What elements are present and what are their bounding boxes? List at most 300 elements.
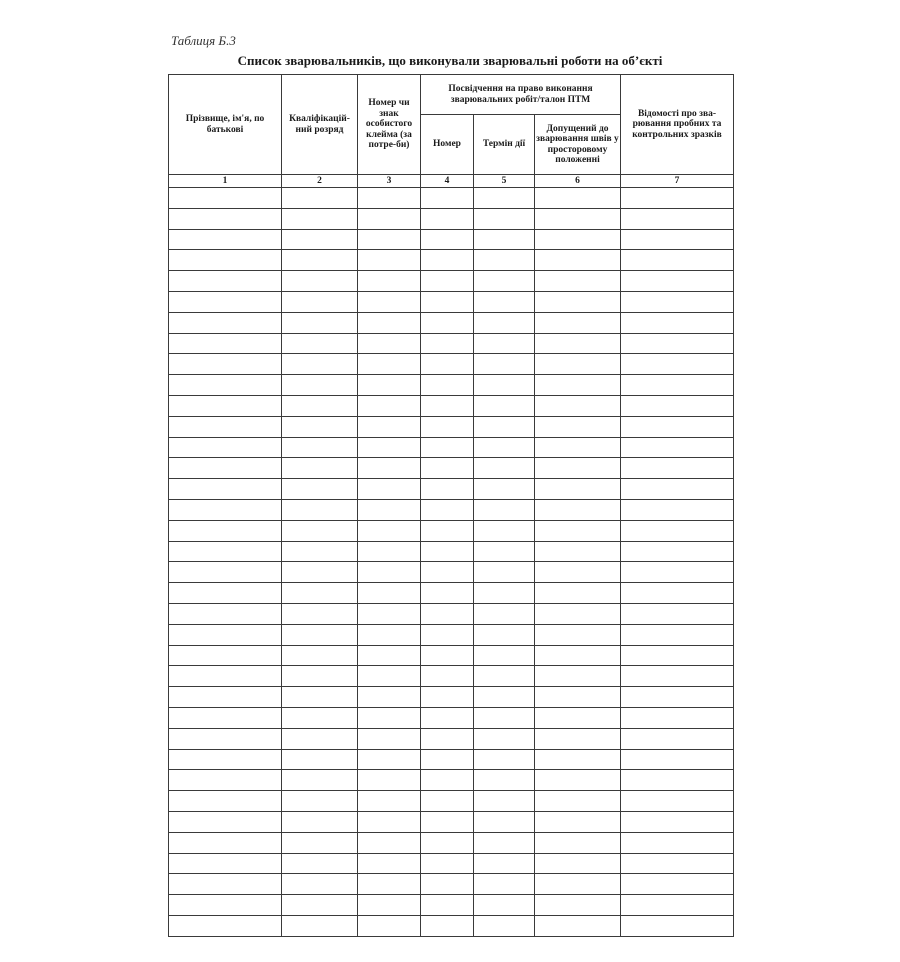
table-cell bbox=[474, 271, 535, 292]
table-cell bbox=[358, 915, 421, 936]
table-cell bbox=[474, 437, 535, 458]
column-number: 2 bbox=[282, 175, 358, 188]
table-cell bbox=[621, 749, 734, 770]
table-cell bbox=[535, 458, 621, 479]
table-cell bbox=[421, 291, 474, 312]
table-cell bbox=[282, 208, 358, 229]
table-cell bbox=[621, 645, 734, 666]
table-cell bbox=[358, 791, 421, 812]
table-cell bbox=[358, 458, 421, 479]
table-caption: Таблиця Б.3 bbox=[171, 33, 236, 48]
table-cell bbox=[535, 895, 621, 916]
table-cell bbox=[421, 458, 474, 479]
table-cell bbox=[421, 354, 474, 375]
table-row bbox=[169, 354, 734, 375]
table-cell bbox=[421, 375, 474, 396]
table-cell bbox=[169, 624, 282, 645]
table-cell bbox=[621, 250, 734, 271]
table-cell bbox=[282, 624, 358, 645]
table-cell bbox=[358, 624, 421, 645]
table-cell bbox=[358, 603, 421, 624]
table-cell bbox=[535, 333, 621, 354]
table-row bbox=[169, 312, 734, 333]
table-cell bbox=[535, 375, 621, 396]
table-cell bbox=[474, 312, 535, 333]
table-cell bbox=[358, 707, 421, 728]
table-row bbox=[169, 479, 734, 500]
table-cell bbox=[169, 458, 282, 479]
table-cell bbox=[282, 250, 358, 271]
table-row bbox=[169, 250, 734, 271]
table-row bbox=[169, 271, 734, 292]
table-cell bbox=[421, 728, 474, 749]
table-cell bbox=[474, 687, 535, 708]
header-validity-term: Термін дії bbox=[474, 115, 535, 175]
table-cell bbox=[358, 666, 421, 687]
table-cell bbox=[358, 250, 421, 271]
table-cell bbox=[421, 645, 474, 666]
table-cell bbox=[621, 416, 734, 437]
table-cell bbox=[535, 437, 621, 458]
table-cell bbox=[474, 375, 535, 396]
table-cell bbox=[535, 416, 621, 437]
table-cell bbox=[282, 811, 358, 832]
table-cell bbox=[474, 250, 535, 271]
table-cell bbox=[621, 395, 734, 416]
table-row bbox=[169, 583, 734, 604]
table-cell bbox=[169, 583, 282, 604]
table-cell bbox=[421, 791, 474, 812]
table-cell bbox=[535, 770, 621, 791]
table-cell bbox=[282, 479, 358, 500]
header-certificate-group: Посвідчення на право виконання зварювальних робіт/талон ПТМ bbox=[421, 75, 621, 115]
column-number: 7 bbox=[621, 175, 734, 188]
table-cell bbox=[474, 333, 535, 354]
table-cell bbox=[282, 832, 358, 853]
table-cell bbox=[474, 479, 535, 500]
table-cell bbox=[421, 541, 474, 562]
table-cell bbox=[169, 811, 282, 832]
table-cell bbox=[535, 666, 621, 687]
table-cell bbox=[421, 271, 474, 292]
table-cell bbox=[169, 541, 282, 562]
table-cell bbox=[282, 229, 358, 250]
table-row bbox=[169, 915, 734, 936]
table-cell bbox=[621, 832, 734, 853]
table-cell bbox=[621, 687, 734, 708]
table-row bbox=[169, 874, 734, 895]
table-row bbox=[169, 458, 734, 479]
table-cell bbox=[169, 770, 282, 791]
table-cell bbox=[474, 915, 535, 936]
table-cell bbox=[474, 395, 535, 416]
table-cell bbox=[421, 874, 474, 895]
table-cell bbox=[535, 687, 621, 708]
table-row bbox=[169, 541, 734, 562]
welders-table bbox=[168, 74, 734, 937]
table-cell bbox=[621, 333, 734, 354]
table-cell bbox=[621, 562, 734, 583]
table-cell bbox=[535, 749, 621, 770]
table-cell bbox=[169, 687, 282, 708]
table-cell bbox=[282, 728, 358, 749]
table-cell bbox=[282, 603, 358, 624]
header-test-samples: Відомості про зва-рювання пробних та контрольних зразків bbox=[621, 75, 734, 175]
table-cell bbox=[474, 562, 535, 583]
table-cell bbox=[421, 416, 474, 437]
table-body bbox=[169, 188, 734, 937]
table-row bbox=[169, 728, 734, 749]
table-cell bbox=[474, 583, 535, 604]
table-cell bbox=[535, 499, 621, 520]
table-cell bbox=[282, 395, 358, 416]
table-row bbox=[169, 853, 734, 874]
table-cell bbox=[169, 915, 282, 936]
table-cell bbox=[421, 832, 474, 853]
header-certificate-number: Номер bbox=[421, 115, 474, 175]
table-cell bbox=[282, 520, 358, 541]
table-cell bbox=[474, 645, 535, 666]
header-qualification: Кваліфікацій-ний розряд bbox=[282, 75, 358, 175]
table-cell bbox=[535, 603, 621, 624]
table-cell bbox=[169, 666, 282, 687]
table-row bbox=[169, 499, 734, 520]
table-cell bbox=[621, 188, 734, 209]
table-row bbox=[169, 520, 734, 541]
table-cell bbox=[421, 749, 474, 770]
table-cell bbox=[474, 853, 535, 874]
table-cell bbox=[621, 229, 734, 250]
table-cell bbox=[421, 395, 474, 416]
table-cell bbox=[621, 499, 734, 520]
table-row bbox=[169, 624, 734, 645]
table-cell bbox=[282, 749, 358, 770]
table-cell bbox=[169, 208, 282, 229]
table-row bbox=[169, 229, 734, 250]
table-cell bbox=[474, 811, 535, 832]
table-cell bbox=[169, 791, 282, 812]
table-row bbox=[169, 603, 734, 624]
table-row bbox=[169, 811, 734, 832]
table-cell bbox=[535, 915, 621, 936]
table-cell bbox=[358, 728, 421, 749]
table-cell bbox=[421, 479, 474, 500]
table-cell bbox=[282, 499, 358, 520]
table-cell bbox=[535, 811, 621, 832]
table-cell bbox=[282, 915, 358, 936]
table-cell bbox=[169, 416, 282, 437]
table-row bbox=[169, 188, 734, 209]
table-cell bbox=[169, 603, 282, 624]
table-row bbox=[169, 395, 734, 416]
table-cell bbox=[358, 229, 421, 250]
table-cell bbox=[621, 312, 734, 333]
table-cell bbox=[169, 749, 282, 770]
table-cell bbox=[474, 874, 535, 895]
table-cell bbox=[358, 541, 421, 562]
table-cell bbox=[282, 354, 358, 375]
table-cell bbox=[474, 499, 535, 520]
table-cell bbox=[474, 188, 535, 209]
table-cell bbox=[421, 666, 474, 687]
table-cell bbox=[358, 312, 421, 333]
table-row bbox=[169, 770, 734, 791]
table-cell bbox=[169, 499, 282, 520]
table-cell bbox=[474, 749, 535, 770]
table-cell bbox=[169, 375, 282, 396]
table-cell bbox=[535, 291, 621, 312]
table-cell bbox=[621, 728, 734, 749]
table-cell bbox=[535, 208, 621, 229]
table-row bbox=[169, 687, 734, 708]
table-cell bbox=[421, 250, 474, 271]
table-cell bbox=[358, 853, 421, 874]
table-cell bbox=[358, 645, 421, 666]
table-cell bbox=[535, 312, 621, 333]
table-cell bbox=[169, 333, 282, 354]
table-cell bbox=[421, 853, 474, 874]
table-row bbox=[169, 291, 734, 312]
table-row bbox=[169, 562, 734, 583]
table-cell bbox=[474, 666, 535, 687]
table-cell bbox=[621, 437, 734, 458]
table-cell bbox=[169, 395, 282, 416]
table-cell bbox=[621, 271, 734, 292]
table-cell bbox=[535, 562, 621, 583]
table-cell bbox=[621, 583, 734, 604]
table-cell bbox=[169, 354, 282, 375]
table-cell bbox=[169, 645, 282, 666]
table-cell bbox=[474, 416, 535, 437]
table-cell bbox=[421, 624, 474, 645]
table-cell bbox=[282, 853, 358, 874]
table-row bbox=[169, 791, 734, 812]
table-cell bbox=[358, 271, 421, 292]
table-cell bbox=[421, 499, 474, 520]
table-cell bbox=[421, 437, 474, 458]
table-row bbox=[169, 333, 734, 354]
table-cell bbox=[358, 499, 421, 520]
table-cell bbox=[282, 583, 358, 604]
table-cell bbox=[535, 707, 621, 728]
table-cell bbox=[621, 354, 734, 375]
table-cell bbox=[358, 208, 421, 229]
table-cell bbox=[282, 291, 358, 312]
column-number: 5 bbox=[474, 175, 535, 188]
table-cell bbox=[282, 333, 358, 354]
table-cell bbox=[169, 832, 282, 853]
table-cell bbox=[358, 520, 421, 541]
table-cell bbox=[421, 707, 474, 728]
table-cell bbox=[358, 291, 421, 312]
column-number: 1 bbox=[169, 175, 282, 188]
table-cell bbox=[535, 541, 621, 562]
table-cell bbox=[535, 832, 621, 853]
table-cell bbox=[282, 271, 358, 292]
table-cell bbox=[421, 562, 474, 583]
table-cell bbox=[421, 895, 474, 916]
table-cell bbox=[474, 291, 535, 312]
table-cell bbox=[358, 687, 421, 708]
table-cell bbox=[169, 874, 282, 895]
table-cell bbox=[621, 915, 734, 936]
table-cell bbox=[421, 520, 474, 541]
table-cell bbox=[358, 479, 421, 500]
table-cell bbox=[358, 416, 421, 437]
table-cell bbox=[358, 562, 421, 583]
table-cell bbox=[535, 645, 621, 666]
table-cell bbox=[474, 791, 535, 812]
table-cell bbox=[282, 562, 358, 583]
table-cell bbox=[621, 791, 734, 812]
table-cell bbox=[282, 707, 358, 728]
table-row bbox=[169, 666, 734, 687]
table-cell bbox=[358, 583, 421, 604]
table-cell bbox=[282, 416, 358, 437]
table-cell bbox=[621, 603, 734, 624]
column-number: 6 bbox=[535, 175, 621, 188]
table-cell bbox=[282, 666, 358, 687]
table-cell bbox=[474, 895, 535, 916]
table-cell bbox=[535, 250, 621, 271]
table-cell bbox=[621, 520, 734, 541]
table-cell bbox=[535, 229, 621, 250]
table-cell bbox=[169, 520, 282, 541]
table-cell bbox=[421, 770, 474, 791]
table-cell bbox=[282, 188, 358, 209]
table-cell bbox=[621, 375, 734, 396]
table-cell bbox=[535, 853, 621, 874]
table-cell bbox=[282, 541, 358, 562]
table-cell bbox=[474, 520, 535, 541]
table-cell bbox=[535, 728, 621, 749]
table-row bbox=[169, 208, 734, 229]
column-numbers-row bbox=[169, 175, 734, 188]
table-cell bbox=[474, 541, 535, 562]
table-cell bbox=[535, 583, 621, 604]
table-cell bbox=[621, 458, 734, 479]
table-cell bbox=[474, 208, 535, 229]
table-cell bbox=[358, 874, 421, 895]
table-cell bbox=[282, 874, 358, 895]
table-cell bbox=[421, 312, 474, 333]
table-cell bbox=[169, 853, 282, 874]
table-cell bbox=[474, 728, 535, 749]
table-cell bbox=[169, 271, 282, 292]
table-cell bbox=[474, 603, 535, 624]
table-cell bbox=[535, 271, 621, 292]
table-cell bbox=[358, 333, 421, 354]
table-title: Список зварювальників, що виконували зварювальні роботи на об’єкті bbox=[237, 53, 663, 68]
table-cell bbox=[358, 811, 421, 832]
table-cell bbox=[282, 687, 358, 708]
table-row bbox=[169, 416, 734, 437]
table-cell bbox=[282, 791, 358, 812]
table-cell bbox=[282, 375, 358, 396]
table-cell bbox=[421, 603, 474, 624]
column-number: 3 bbox=[358, 175, 421, 188]
table-cell bbox=[169, 707, 282, 728]
table-cell bbox=[535, 520, 621, 541]
table-cell bbox=[621, 666, 734, 687]
table-cell bbox=[358, 188, 421, 209]
table-cell bbox=[621, 208, 734, 229]
table-cell bbox=[358, 832, 421, 853]
table-cell bbox=[621, 895, 734, 916]
table-cell bbox=[421, 333, 474, 354]
table-cell bbox=[169, 229, 282, 250]
table-cell bbox=[421, 811, 474, 832]
table-cell bbox=[421, 583, 474, 604]
table-cell bbox=[282, 312, 358, 333]
table-cell bbox=[535, 395, 621, 416]
table-cell bbox=[474, 832, 535, 853]
table-cell bbox=[282, 437, 358, 458]
header-full-name: Прізвище, ім'я, по батькові bbox=[169, 75, 282, 175]
table-cell bbox=[535, 479, 621, 500]
table-cell bbox=[358, 895, 421, 916]
table-row bbox=[169, 707, 734, 728]
table-cell bbox=[358, 354, 421, 375]
table-cell bbox=[282, 645, 358, 666]
table-cell bbox=[535, 624, 621, 645]
column-number: 4 bbox=[421, 175, 474, 188]
table-row bbox=[169, 645, 734, 666]
table-cell bbox=[358, 375, 421, 396]
table-cell bbox=[535, 188, 621, 209]
table-cell bbox=[474, 707, 535, 728]
table-cell bbox=[621, 291, 734, 312]
table-cell bbox=[621, 479, 734, 500]
header-spatial-position: Допущений до зварювання швів у просторовому положенні bbox=[535, 115, 621, 175]
table-cell bbox=[474, 624, 535, 645]
table-cell bbox=[474, 229, 535, 250]
table-cell bbox=[421, 188, 474, 209]
table-row bbox=[169, 749, 734, 770]
table-cell bbox=[474, 354, 535, 375]
table-cell bbox=[169, 562, 282, 583]
table-cell bbox=[474, 770, 535, 791]
table-cell bbox=[621, 874, 734, 895]
table-cell bbox=[358, 395, 421, 416]
table-cell bbox=[535, 354, 621, 375]
table-cell bbox=[474, 458, 535, 479]
table-cell bbox=[621, 624, 734, 645]
header-stamp-number: Номер чи знак особистого клейма (за потре-би) bbox=[358, 75, 421, 175]
table-cell bbox=[535, 874, 621, 895]
table-cell bbox=[535, 791, 621, 812]
table-cell bbox=[421, 229, 474, 250]
table-cell bbox=[621, 541, 734, 562]
table-row bbox=[169, 375, 734, 396]
table-cell bbox=[282, 458, 358, 479]
table-cell bbox=[282, 895, 358, 916]
table-cell bbox=[421, 208, 474, 229]
table-cell bbox=[358, 770, 421, 791]
table-cell bbox=[169, 291, 282, 312]
table-cell bbox=[169, 188, 282, 209]
table-row bbox=[169, 895, 734, 916]
table-cell bbox=[169, 312, 282, 333]
table-row bbox=[169, 832, 734, 853]
table-cell bbox=[358, 437, 421, 458]
table-cell bbox=[169, 895, 282, 916]
table-cell bbox=[358, 749, 421, 770]
table-cell bbox=[282, 770, 358, 791]
table-cell bbox=[169, 479, 282, 500]
table-cell bbox=[421, 687, 474, 708]
table-cell bbox=[169, 250, 282, 271]
